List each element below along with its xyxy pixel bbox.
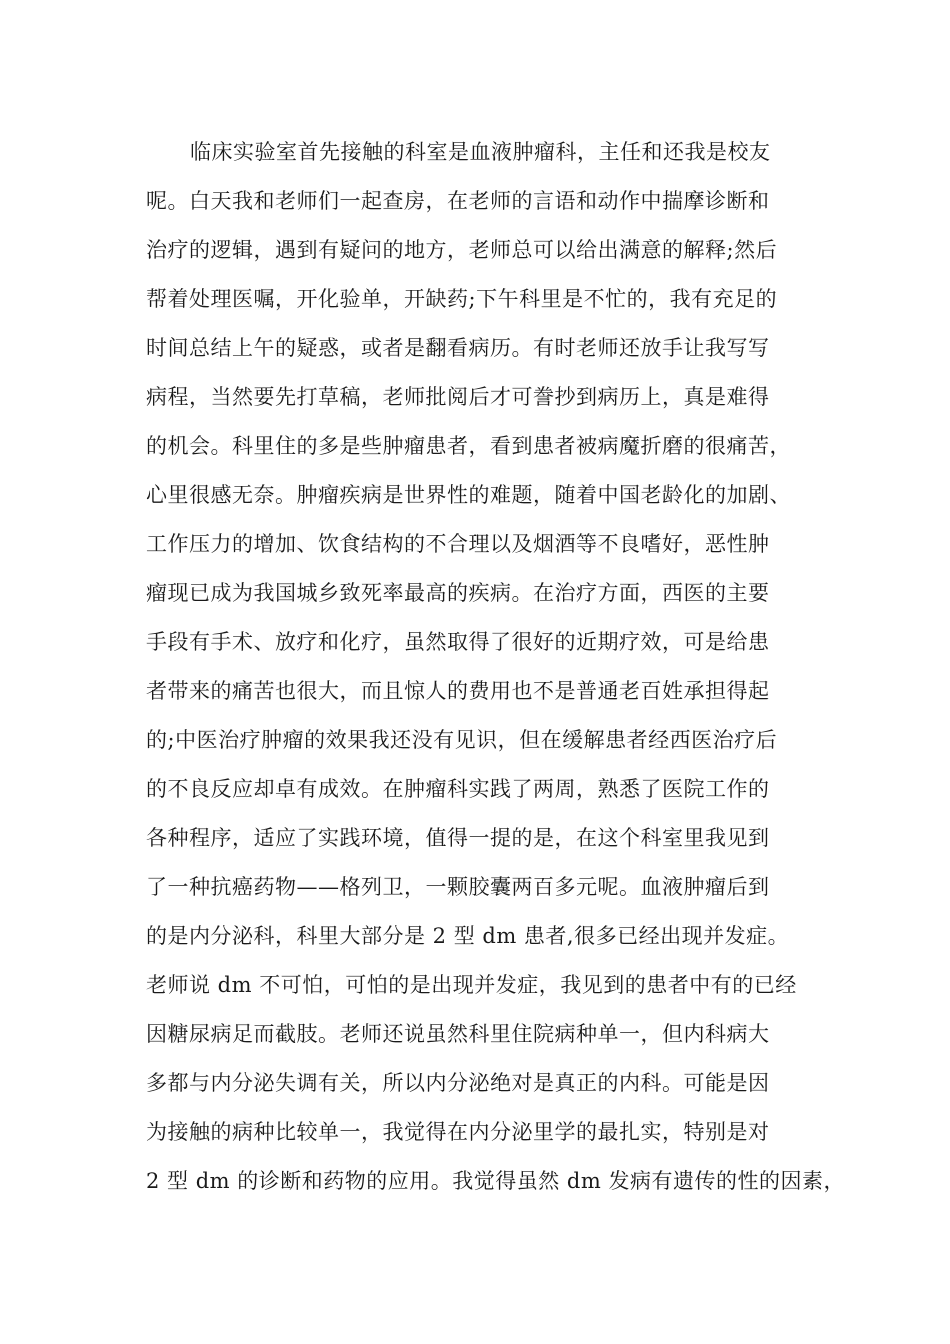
paragraph-line: 手段有手术、放疗和化疗，虽然取得了很好的近期疗效，可是给患 <box>146 630 770 654</box>
paragraph-line: 的不良反应却卓有成效。在肿瘤科实践了两周，熟悉了医院工作的 <box>146 777 770 801</box>
paragraph-line: 因糖尿病足而截肢。老师还说虽然科里住院病种单一，但内科病大 <box>146 1022 770 1046</box>
paragraph-line: 工作压力的增加、饮食结构的不合理以及烟酒等不良嗜好，恶性肿 <box>146 532 770 556</box>
paragraph-line: 老师说 dm 不可怕，可怕的是出现并发症，我见到的患者中有的已经 <box>146 973 797 997</box>
paragraph-line: 者带来的痛苦也很大，而且惊人的费用也不是普通老百姓承担得起 <box>146 679 770 703</box>
paragraph-line: 了一种抗癌药物——格列卫，一颗胶囊两百多元呢。血液肿瘤后到 <box>146 875 770 899</box>
paragraph-line: 的是内分泌科，科里大部分是 2 型 dm 患者,很多已经出现并发症。 <box>146 924 790 948</box>
paragraph-line: 呢。白天我和老师们一起查房，在老师的言语和动作中揣摩诊断和 <box>146 189 770 213</box>
paragraph-line: 为接触的病种比较单一，我觉得在内分泌里学的最扎实，特别是对 <box>146 1120 770 1144</box>
paragraph-line: 帮着处理医嘱，开化验单，开缺药;下午科里是不忙的，我有充足的 <box>146 287 778 311</box>
paragraph-line: 的;中医治疗肿瘤的效果我还没有见识，但在缓解患者经西医治疗后 <box>146 728 778 752</box>
paragraph-line: 治疗的逻辑，遇到有疑问的地方，老师总可以给出满意的解释;然后 <box>146 238 778 262</box>
paragraph-line: 临床实验室首先接触的科室是血液肿瘤科，主任和还我是校友 <box>190 140 771 164</box>
paragraph-line: 瘤现已成为我国城乡致死率最高的疾病。在治疗方面，西医的主要 <box>146 581 770 605</box>
paragraph-line: 各种程序，适应了实践环境，值得一提的是，在这个科室里我见到 <box>146 826 770 850</box>
paragraph-line: 2 型 dm 的诊断和药物的应用。我觉得虽然 dm 发病有遗传的性的因素， <box>146 1169 845 1193</box>
paragraph-line: 时间总结上午的疑惑，或者是翻看病历。有时老师还放手让我写写 <box>146 336 770 360</box>
paragraph-line: 多都与内分泌失调有关，所以内分泌绝对是真正的内科。可能是因 <box>146 1071 770 1095</box>
paragraph-line: 的机会。科里住的多是些肿瘤患者，看到患者被病魔折磨的很痛苦， <box>146 434 791 458</box>
paragraph-line: 病程，当然要先打草稿，老师批阅后才可誊抄到病历上，真是难得 <box>146 385 770 409</box>
paragraph-line: 心里很感无奈。肿瘤疾病是世界性的难题，随着中国老龄化的加剧、 <box>146 483 791 507</box>
